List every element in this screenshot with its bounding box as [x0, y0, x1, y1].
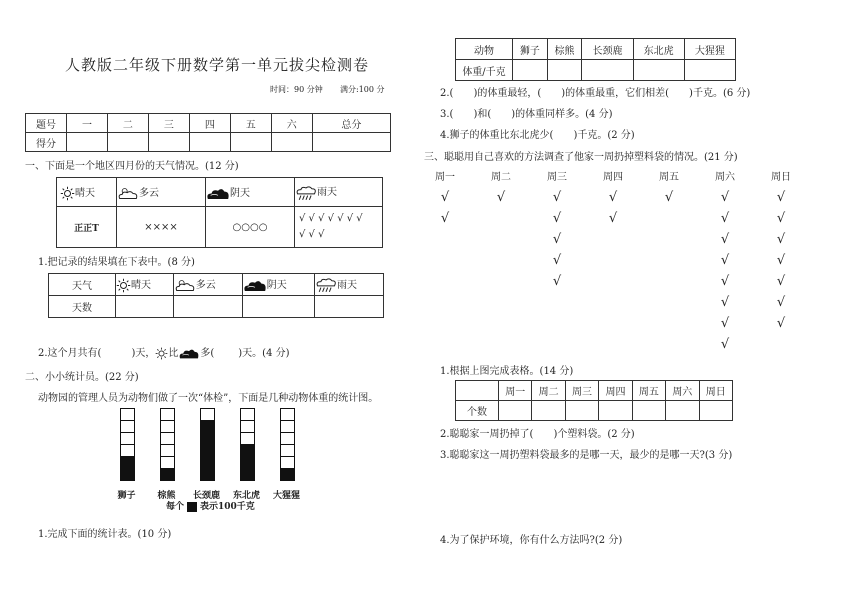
- score-cell: 四: [189, 114, 230, 133]
- day-head: 周日: [699, 381, 732, 401]
- answer-cell[interactable]: [565, 401, 598, 421]
- table-row-label: 天数: [49, 296, 116, 318]
- answer-cell[interactable]: [684, 60, 735, 81]
- bar-box-empty: [241, 409, 254, 420]
- answer-cell[interactable]: [666, 401, 699, 421]
- score-cell: 六: [271, 114, 312, 133]
- q1-weather-record: [56, 177, 383, 248]
- day-head: 周二: [532, 381, 565, 401]
- bar-column: [200, 408, 215, 481]
- q1-count-table: [48, 273, 384, 318]
- score-input[interactable]: [107, 133, 148, 152]
- animal-name: 大猩猩: [684, 39, 735, 60]
- q3-sub1: 1.根据上图完成表格。(14 分): [440, 366, 574, 377]
- day-label: 周四: [603, 172, 623, 183]
- bar-box-filled: [241, 444, 254, 456]
- animal-name: 长颈鹿: [582, 39, 633, 60]
- exam-time: 时间：90 分钟: [270, 85, 323, 94]
- day-label: 周二: [491, 172, 511, 183]
- bar-column: [240, 408, 255, 481]
- answer-cell[interactable]: [513, 60, 548, 81]
- page-title: 人教版二年级下册数学第一单元拔尖检测卷: [65, 56, 370, 74]
- bar-box-empty: [121, 409, 134, 420]
- score-cell: 二: [107, 114, 148, 133]
- score-cell: 三: [148, 114, 189, 133]
- answer-cell[interactable]: [314, 296, 383, 318]
- tick-mark: √: [552, 253, 562, 268]
- q2-sub1: 1.完成下面的统计表。(10 分): [38, 529, 172, 540]
- tick-mark: √: [664, 190, 674, 205]
- bar-box-filled: [241, 468, 254, 480]
- bar-box-filled: [241, 456, 254, 468]
- tick-mark: √: [776, 190, 786, 205]
- q2-heading: 二、小小统计员。(22 分): [25, 372, 139, 383]
- score-cell: 五: [230, 114, 271, 133]
- tick-tally-chart: [425, 168, 825, 358]
- weather-label: 多云: [139, 187, 159, 199]
- day-label: 周日: [771, 172, 791, 183]
- weather-label: 晴天: [131, 280, 151, 291]
- q2-intro: 动物园的管理人员为动物们做了一次“体检”，下面是几种动物体重的统计图。: [38, 393, 379, 404]
- record-rain-line2: √ √ √: [299, 229, 325, 240]
- score-table: [25, 113, 391, 152]
- q3-sub4: 4.为了保护环境，你有什么方法吗?(2 分): [440, 535, 623, 546]
- q2-sub4: 4.狮子的体重比东北虎少( )千克。(2 分): [440, 130, 635, 141]
- score-input[interactable]: [230, 133, 271, 152]
- bar-box-filled: [201, 456, 214, 468]
- q2-sub3: 3.( )和( )的体重同样多。(4 分): [440, 109, 613, 120]
- bar-box-empty: [121, 444, 134, 456]
- answer-cell[interactable]: [116, 296, 174, 318]
- table-head: 动物: [456, 39, 513, 60]
- weather-label: 雨天: [317, 187, 337, 199]
- table-head: 天气: [49, 274, 116, 296]
- tick-mark: √: [776, 253, 786, 268]
- animal-weight-table: [455, 38, 736, 81]
- tick-mark: √: [720, 274, 730, 289]
- weather-label: 阴天: [266, 280, 287, 291]
- bar-box-empty: [161, 409, 174, 420]
- bar-box-empty: [281, 420, 294, 432]
- tick-mark: √: [776, 316, 786, 331]
- bar-box-empty: [241, 420, 254, 432]
- bar-box-empty: [161, 432, 174, 444]
- q3-sub3: 3.聪聪家这一周扔塑料袋最多的是哪一天，最少的是哪一天?(3 分): [440, 450, 733, 461]
- bar-box-empty: [121, 420, 134, 432]
- day-label: 周一: [435, 172, 455, 183]
- day-label: 周三: [547, 172, 567, 183]
- partly-cloudy-icon: [174, 278, 196, 293]
- score-cell: 一: [67, 114, 108, 133]
- chart-legend: 每个 表示100千克: [166, 502, 255, 512]
- tick-mark: √: [720, 232, 730, 247]
- weather-label: 晴天: [75, 187, 95, 199]
- day-head: 周三: [565, 381, 598, 401]
- tick-mark: √: [776, 211, 786, 226]
- record-sunny: 正正T: [57, 207, 117, 248]
- sun-icon: [60, 186, 75, 201]
- partly-cloudy-icon: [117, 186, 139, 201]
- sun-icon: [116, 278, 131, 293]
- score-input[interactable]: [271, 133, 312, 152]
- tick-mark: √: [552, 274, 562, 289]
- bar-box-empty: [281, 444, 294, 456]
- bar-box-empty: [161, 420, 174, 432]
- score-input[interactable]: [312, 133, 390, 152]
- weather-label: 多云: [195, 280, 216, 291]
- bar-box-empty: [241, 432, 254, 444]
- full-score: 满分:100 分: [340, 85, 385, 94]
- answer-cell[interactable]: [699, 401, 732, 421]
- animal-name: 棕熊: [547, 39, 582, 60]
- bar-label: 东北虎: [232, 491, 260, 501]
- score-input[interactable]: [189, 133, 230, 152]
- bar-box-empty: [161, 456, 174, 468]
- cloudy-icon: [178, 347, 200, 360]
- bag-count-table: [455, 380, 733, 421]
- sun-icon: [155, 347, 168, 360]
- tick-mark: √: [552, 190, 562, 205]
- tick-mark: √: [720, 253, 730, 268]
- tick-mark: √: [720, 211, 730, 226]
- weight-bar-chart: [110, 408, 320, 501]
- bar-box-empty: [281, 456, 294, 468]
- cloudy-icon: [206, 186, 230, 201]
- day-head: 周四: [599, 381, 632, 401]
- answer-cell[interactable]: [547, 60, 582, 81]
- day-head: 周一: [499, 381, 532, 401]
- bar-column: [120, 408, 135, 481]
- bar-label: 棕熊: [157, 491, 176, 501]
- bar-box-empty: [121, 432, 134, 444]
- bar-label: 狮子: [117, 491, 136, 501]
- q1-sub2: 2.这个月共有( )天， 比 多( )天。(4 分): [38, 348, 290, 359]
- score-cell: 得分: [26, 133, 67, 152]
- weather-label: 雨天: [336, 279, 357, 291]
- answer-cell[interactable]: [499, 401, 532, 421]
- bar-box-empty: [201, 409, 214, 420]
- record-partly-cloudy: ××××: [117, 207, 206, 248]
- bar-box-filled: [121, 468, 134, 480]
- answer-cell[interactable]: [599, 401, 632, 421]
- tick-mark: √: [608, 190, 618, 205]
- rain-icon: [315, 277, 337, 293]
- record-cloudy: ○○○○: [206, 207, 295, 248]
- bar-label: 长颈鹿: [192, 491, 220, 501]
- animal-name: 东北虎: [633, 39, 684, 60]
- table-row-label: 个数: [456, 401, 499, 421]
- q3-sub2: 2.聪聪家一周扔掉了( )个塑料袋。(2 分): [440, 429, 635, 440]
- tick-mark: √: [552, 232, 562, 247]
- bar-box-empty: [281, 432, 294, 444]
- answer-cell[interactable]: [173, 296, 242, 318]
- score-cell: 题号: [26, 114, 67, 133]
- table-row-label: 体重/千克: [456, 60, 513, 81]
- record-rain-line1: √ √ √ √ √ √ √: [299, 213, 363, 224]
- tick-mark: √: [720, 295, 730, 310]
- bar-box-empty: [161, 444, 174, 456]
- bar-box-empty: [281, 409, 294, 420]
- bar-box-filled: [201, 468, 214, 480]
- q3-heading: 三、聪聪用自己喜欢的方法调查了他家一周扔掉塑料袋的情况。(21 分): [424, 152, 738, 163]
- score-cell: 总分: [312, 114, 390, 133]
- score-input[interactable]: [148, 133, 189, 152]
- bar-column: [280, 408, 295, 481]
- answer-cell[interactable]: [582, 60, 633, 81]
- day-label: 周六: [715, 172, 735, 183]
- cloudy-icon: [243, 278, 267, 293]
- blank-head: [456, 381, 499, 401]
- rain-icon: [295, 185, 317, 201]
- q2-sub2: 2.( )的体重最轻，( )的体重最重，它们相差( )千克。(6 分): [440, 88, 751, 99]
- tick-mark: √: [720, 337, 730, 352]
- q1-heading: 一、下面是一个地区四月份的天气情况。(12 分): [25, 161, 239, 172]
- bar-box-filled: [161, 468, 174, 480]
- answer-cell[interactable]: [532, 401, 565, 421]
- tick-mark: √: [776, 274, 786, 289]
- tick-mark: √: [496, 190, 506, 205]
- tick-mark: √: [720, 190, 730, 205]
- bar-box-filled: [121, 456, 134, 468]
- tick-mark: √: [776, 232, 786, 247]
- bar-box-filled: [201, 444, 214, 456]
- bar-label: 大猩猩: [272, 491, 300, 501]
- day-label: 周五: [659, 172, 679, 183]
- tick-mark: √: [608, 211, 618, 226]
- bar-box-filled: [281, 468, 294, 480]
- answer-cell[interactable]: [633, 60, 684, 81]
- tick-mark: √: [440, 190, 450, 205]
- day-head: 周五: [632, 381, 665, 401]
- legend-swatch: [187, 502, 197, 512]
- bar-column: [160, 408, 175, 481]
- tick-mark: √: [440, 211, 450, 226]
- bar-box-filled: [201, 432, 214, 444]
- tick-mark: √: [776, 295, 786, 310]
- q1-sub1: 1.把记录的结果填在下表中。(8 分): [38, 257, 195, 268]
- tick-mark: √: [720, 316, 730, 331]
- tick-mark: √: [552, 211, 562, 226]
- day-head: 周六: [666, 381, 699, 401]
- answer-cell[interactable]: [632, 401, 665, 421]
- bar-box-filled: [201, 420, 214, 432]
- score-input[interactable]: [67, 133, 108, 152]
- animal-name: 狮子: [513, 39, 548, 60]
- weather-label: 阴天: [230, 187, 250, 199]
- answer-cell[interactable]: [242, 296, 314, 318]
